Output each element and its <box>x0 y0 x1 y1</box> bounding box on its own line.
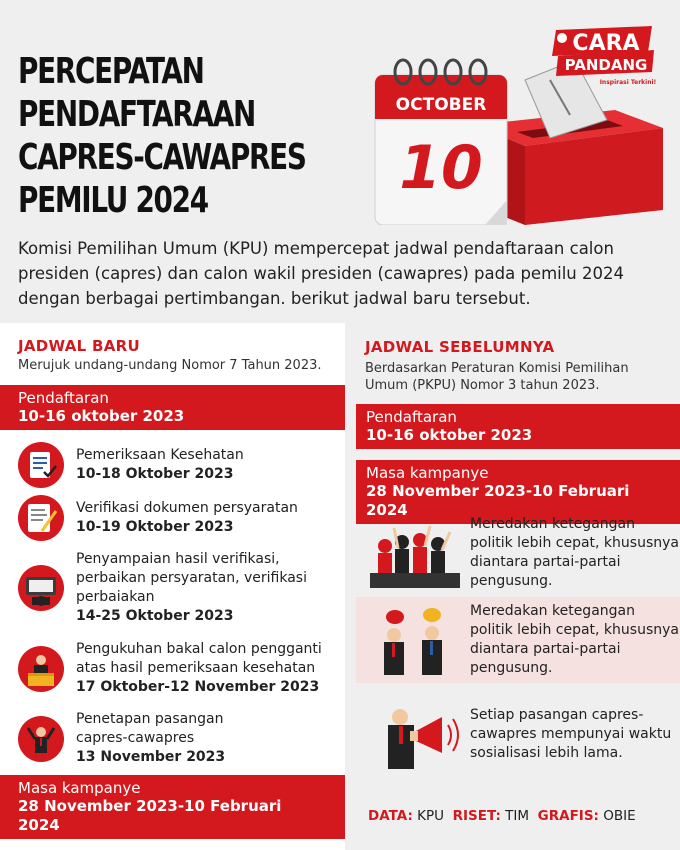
new-registration-bar <box>0 385 345 430</box>
page-title <box>18 50 328 222</box>
step-label: capres-cawapres <box>76 730 195 746</box>
step-date: 14-25 Oktober 2023 <box>76 608 234 624</box>
step-replacement-candidate <box>18 640 322 697</box>
podium-speaker-icon <box>18 646 64 692</box>
reason-item <box>356 513 680 593</box>
step-health-check <box>18 442 244 488</box>
candidate-pair-icon <box>18 716 64 762</box>
step-pair-designation-text <box>76 710 225 767</box>
step-label: Penetapan pasangan <box>76 711 224 727</box>
calendar-day: 10 <box>399 133 483 203</box>
step-label: perbaikan persyaratan, verifikasi <box>76 570 307 586</box>
credit-riset-value: TIM <box>505 808 530 824</box>
new-campaign-label: Masa kampanye <box>18 779 141 797</box>
step-health-check-text <box>76 446 244 484</box>
title-line-3: CAPRES-CAWAPRES <box>18 137 306 178</box>
document-verification-icon <box>18 495 64 541</box>
credit-data-key: DATA: <box>368 808 413 824</box>
title-line-4: PEMILU 2024 <box>18 180 208 221</box>
verification-result-icon <box>18 565 64 611</box>
debate-icon <box>370 605 460 675</box>
step-replacement-candidate-text <box>76 640 322 697</box>
credit-riset-key: RISET: <box>452 808 501 824</box>
new-schedule-subtitle: Merujuk undang-undang Nomor 7 Tahun 2023. <box>18 358 322 373</box>
credit-grafis-key: GRAFIS: <box>537 808 599 824</box>
reason-text: Meredakan ketegangan politik lebih cepat, khususnya diantara partai-partai pengusung. <box>470 603 679 676</box>
previous-registration-bar <box>356 404 680 449</box>
intro-paragraph: Komisi Pemilihan Umum (KPU) mempercepat jadwal pendaftaraan calon presiden (capres) dan calon wakil presiden (cawapres) pada pemilu 2024 dengan berbagai pertimbangan. berikut jadwal baru tersebut. <box>18 239 625 308</box>
previous-campaign-label: Masa kampanye <box>366 464 489 482</box>
step-date: 10-19 Oktober 2023 <box>76 519 234 535</box>
credit-data-value: KPU <box>417 808 445 824</box>
reason-item <box>356 597 680 683</box>
new-campaign-date: 28 November 2023-10 Februari 2024 <box>18 797 282 834</box>
step-label: Pengukuhan bakal calon pengganti <box>76 641 322 657</box>
crowd-protest-icon <box>370 518 460 588</box>
step-label: Pemeriksaan Kesehatan <box>76 447 244 463</box>
previous-schedule-title: JADWAL SEBELUMNYA <box>365 338 555 356</box>
megaphone-icon <box>370 699 460 769</box>
title-line-2: PENDAFTARAAN <box>18 94 256 135</box>
logo-tagline: Inspirasi Terkini! <box>599 79 657 86</box>
step-verification-result-text <box>76 550 307 626</box>
previous-schedule-subtitle: Berdasarkan Peraturan Komisi Pemilihan Umum (PKPU) Nomor 3 tahun 2023. <box>365 361 629 393</box>
reason-text: Setiap pasangan capres-cawapres mempunyai waktu sosialisasi lebih lama. <box>470 706 672 761</box>
calendar-icon <box>375 60 507 225</box>
step-label: Verifikasi dokumen persyaratan <box>76 500 298 516</box>
previous-campaign-date: 28 November 2023-10 Februari 2024 <box>366 482 630 519</box>
medical-checkup-icon <box>18 442 64 488</box>
previous-registration-date: 10-16 oktober 2023 <box>366 426 533 444</box>
logo-line-1: CARA <box>572 31 640 56</box>
calendar-month: OCTOBER <box>395 95 487 115</box>
step-label: perbaiakan <box>76 589 155 605</box>
reason-item <box>356 692 680 776</box>
step-document-verification <box>18 495 298 541</box>
step-label: Penyampaian hasil verifikasi, <box>76 551 280 567</box>
cara-pandang-logo <box>548 26 658 94</box>
new-schedule-title: JADWAL BARU <box>18 337 140 355</box>
step-pair-designation <box>18 710 225 767</box>
previous-registration-label: Pendaftaran <box>366 408 457 426</box>
step-date: 17 Oktober-12 November 2023 <box>76 679 320 695</box>
new-campaign-bar <box>0 775 345 839</box>
step-document-verification-text <box>76 499 298 537</box>
title-line-1: PERCEPATAN <box>18 51 204 92</box>
step-verification-result <box>18 550 307 626</box>
step-label: atas hasil pemeriksaan kesehatan <box>76 660 316 676</box>
new-registration-date: 10-16 oktober 2023 <box>18 407 185 425</box>
credits <box>368 808 636 824</box>
step-date: 10-18 Oktober 2023 <box>76 466 234 482</box>
new-registration-label: Pendaftaran <box>18 389 109 407</box>
logo-line-2: PANDANG <box>564 56 648 74</box>
credit-grafis-value: OBIE <box>603 808 636 824</box>
reason-text: Meredakan ketegangan politik lebih cepat, khususnya diantara partai-partai pengusung. <box>470 516 679 589</box>
step-date: 13 November 2023 <box>76 749 226 765</box>
